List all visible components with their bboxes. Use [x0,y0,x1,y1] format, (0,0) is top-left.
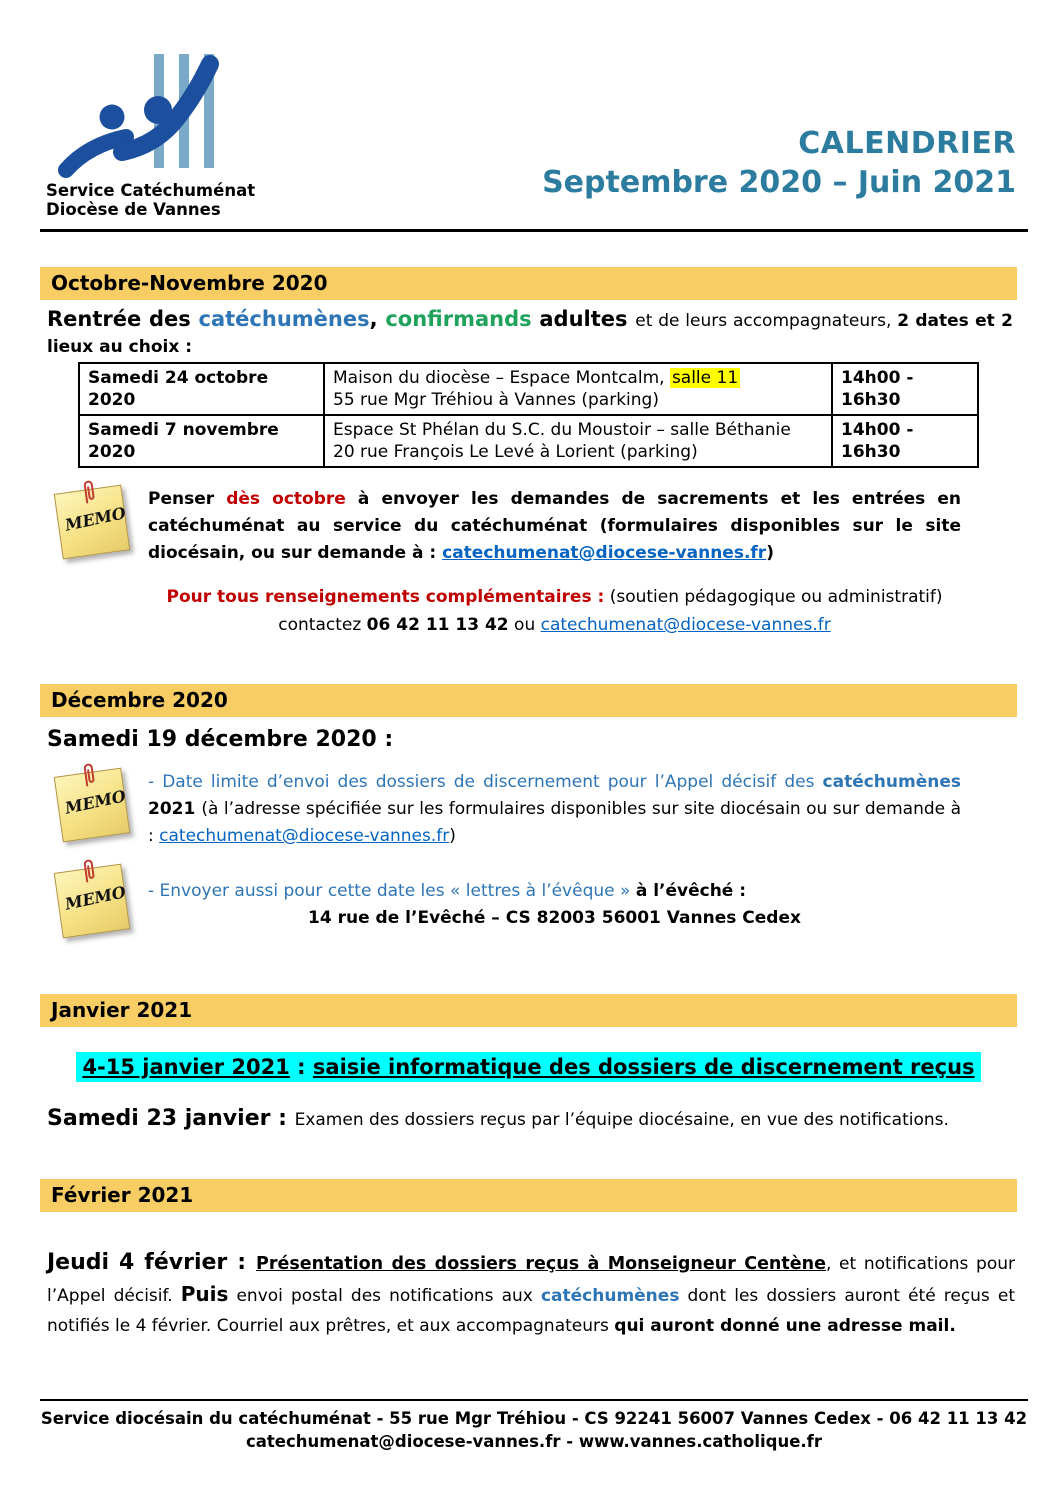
diocese-logo [58,48,240,180]
memo2-text [148,769,961,850]
document-title [542,124,1016,202]
cyan-highlight [76,1052,980,1082]
contact-line2 [148,611,961,639]
contact-run: contactez [278,615,367,635]
session-venue [324,415,832,467]
heading-19-decembre: Samedi 19 décembre 2020 : [47,727,394,752]
memo3-envoyer: - Envoyer aussi pour cette date les « lettres à l’évêque » [148,881,636,901]
session-date: Samedi 24 octobre 2020 [79,363,324,415]
feb-date: Jeudi 4 février : [47,1250,256,1275]
org-line2: Diocèse de Vannes [46,200,221,219]
contact-info [148,583,961,639]
memo-label: MEMO [63,786,128,818]
session-venue [324,363,832,415]
banner-octobre-novembre: Octobre-Novembre 2020 [40,267,1017,300]
venue-line1: Espace St Phélan du S.C. du Moustoir – salle Béthanie [333,420,791,440]
email-link[interactable]: catechumenat@diocese-vannes.fr [159,826,450,846]
memo2-run: (à l’adresse spécifiée sur les formulaires disponibles sur site diocésain ou sur demande à : [148,799,961,846]
memo1-run: ) [766,543,774,563]
table-row [79,363,978,415]
memo-label: MEMO [63,503,128,535]
schedule-table [78,362,979,468]
memo2-year: 2021 [148,799,202,819]
paperclip-icon [79,760,98,788]
memo-sticky-note-icon [54,485,131,560]
feb-mail-bold: qui auront donné une adresse mail. [614,1316,956,1336]
contact-line1 [148,583,961,611]
memo1-text [148,486,961,567]
banner-decembre: Décembre 2020 [40,684,1017,717]
email-link[interactable]: catechumenat@diocese-vannes.fr [442,543,767,563]
venue-line1: Maison du diocèse – Espace Montcalm, [333,368,670,388]
jan23-date: Samedi 23 janvier : [47,1106,295,1131]
venue-room-highlight: salle 11 [671,368,739,388]
memo2-deadline: - Date limite d’envoi des dossiers de discernement pour l’Appel décisif des [148,772,823,792]
table-row [79,415,978,467]
paperclip-icon [79,477,98,505]
memo-label: MEMO [63,882,128,914]
organization-name [46,181,255,219]
title-period: Septembre 2020 – Juin 2021 [542,165,1016,200]
intro-paragraph [47,306,1013,360]
memo1-run: à envoyer les demandes de sacrements et les entrées en catéchuménat au service du catéchuménat (formulaires disponibles sur le site diocésain, ou sur demande à : [148,489,961,563]
feb-presentation: Présentation des dossiers reçus à Monseigneur Centène [256,1254,826,1274]
contact-run: ou [508,615,541,635]
banner-janvier: Janvier 2021 [40,994,1017,1027]
contact-phone: 06 42 11 13 42 [366,615,509,635]
feb-run: dont les dossiers auront été reçus et notifiés le 4 février. Courriel aux prêtres, et aux accompagnateurs [47,1286,1015,1336]
session-date: Samedi 7 novembre 2020 [79,415,324,467]
venue-line2: 20 rue François Le Levé à Lorient (parking) [333,442,698,462]
intro-run: , [369,307,386,331]
feb-catechumenes: catéchumènes [540,1286,680,1306]
jan23-text: Examen des dossiers reçus par l’équipe diocésaine, en vue des notifications. [294,1110,949,1130]
footer-line2: catechumenat@diocese-vannes.fr - www.vannes.catholique.fr [245,1432,822,1451]
footer-divider [40,1399,1028,1401]
venue-line2: 55 rue Mgr Tréhiou à Vannes (parking) [333,390,659,410]
memo1-run: Penser [148,489,227,509]
memo3-text [148,878,961,932]
intro-run: 2 dates et 2 lieux au choix : [47,311,1013,357]
memo2-catechumenes: catéchumènes [822,772,961,792]
contact-run: (soutien pédagogique ou administratif) [604,587,943,607]
paperclip-icon [79,856,98,884]
footer [40,1407,1028,1453]
memo1-des-octobre: dès octobre [226,489,346,509]
memo-sticky-note-icon [54,768,131,843]
jan-task: saisie informatique des dossiers de discernement reçus [312,1055,975,1079]
intro-run: et de leurs accompagnateurs, [635,311,898,331]
intro-confirmands: confirmands [385,307,532,331]
footer-line1: Service diocésain du catéchuménat - 55 rue Mgr Tréhiou - CS 92241 56007 Vannes Cedex - 06 42 11 13 42 [40,1409,1028,1428]
february-paragraph [47,1248,1015,1341]
feb-puis: Puis [180,1282,229,1306]
jan23-paragraph [47,1104,1015,1135]
memo3-eveche: à l’évêché : [635,881,747,901]
header-divider [40,229,1028,232]
memo2-run: ) [449,826,456,846]
banner-fevrier: Février 2021 [40,1179,1017,1212]
title-calendrier: CALENDRIER [798,126,1016,161]
email-link[interactable]: catechumenat@diocese-vannes.fr [540,615,831,635]
memo3-address: 14 rue de l’Evêché – CS 82003 56001 Vannes Cedex [308,908,801,928]
contact-heading: Pour tous renseignements complémentaires : [166,587,605,607]
intro-run: Rentrée des [47,307,199,331]
intro-run: adultes [531,307,636,331]
feb-run: envoi postal des notifications aux [228,1286,541,1306]
intro-catechumenes: catéchumènes [198,307,370,331]
memo-sticky-note-icon [54,864,131,939]
feb-run: , et notifications pour l’Appel décisif. [47,1254,1015,1306]
january-highlight-line [40,1055,1017,1079]
org-line1: Service Catéchuménat [46,181,256,200]
session-time: 14h00 - 16h30 [832,363,978,415]
session-time: 14h00 - 16h30 [832,415,978,467]
jan-colon: : [289,1055,313,1079]
jan-dates: 4-15 janvier 2021 [82,1055,290,1079]
